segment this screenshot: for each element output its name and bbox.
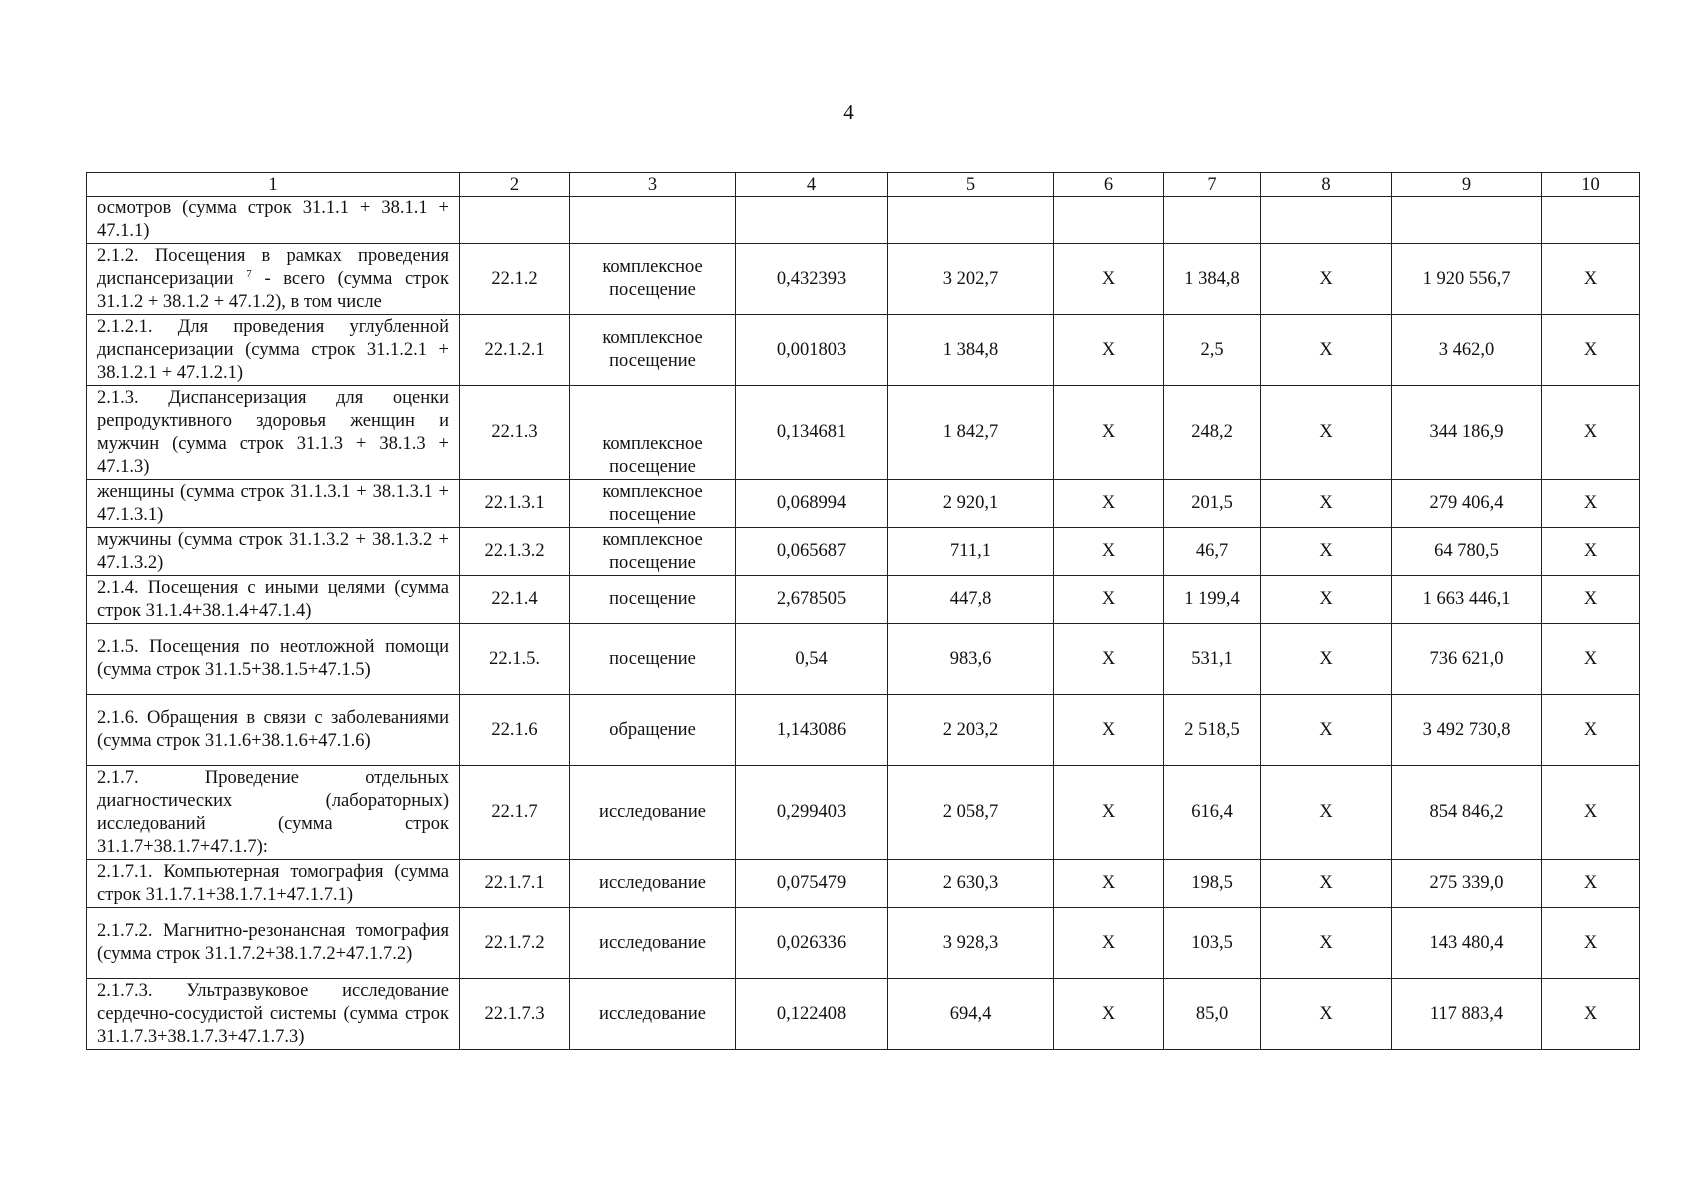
row-col7: 616,4 xyxy=(1164,766,1261,860)
row-col6: Х xyxy=(1054,386,1164,480)
row-col7: 46,7 xyxy=(1164,528,1261,576)
data-table xyxy=(86,172,1640,1050)
header-row xyxy=(87,173,1640,197)
table-row xyxy=(87,766,1640,860)
row-col8: Х xyxy=(1261,315,1392,386)
row-col7: 248,2 xyxy=(1164,386,1261,480)
table-row xyxy=(87,480,1640,528)
row-col9: 143 480,4 xyxy=(1392,908,1542,979)
row-col7: 2,5 xyxy=(1164,315,1261,386)
row-description: 2.1.6. Обращения в связи с заболеваниями (сумма строк 31.1.6+38.1.6+47.1.6) xyxy=(87,695,460,766)
row-col10: Х xyxy=(1542,576,1640,624)
row-description: 2.1.7.1. Компьютерная томография (сумма строк 31.1.7.1+38.1.7.1+47.1.7.1) xyxy=(87,860,460,908)
row-norm: 0,122408 xyxy=(736,979,888,1050)
row-col9: 279 406,4 xyxy=(1392,480,1542,528)
column-header: 6 xyxy=(1054,173,1164,197)
row-col10: Х xyxy=(1542,315,1640,386)
row-unit: посещение xyxy=(570,624,736,695)
table-row xyxy=(87,244,1640,315)
row-col7 xyxy=(1164,197,1261,244)
row-unit: исследование xyxy=(570,908,736,979)
row-norm: 0,299403 xyxy=(736,766,888,860)
row-col10: Х xyxy=(1542,695,1640,766)
row-unit xyxy=(570,197,736,244)
row-col9: 275 339,0 xyxy=(1392,860,1542,908)
row-cost: 2 058,7 xyxy=(888,766,1054,860)
row-col8: Х xyxy=(1261,576,1392,624)
row-code: 22.1.2 xyxy=(460,244,570,315)
footnote-marker: 7 xyxy=(246,267,252,280)
row-norm: 0,134681 xyxy=(736,386,888,480)
row-col8: Х xyxy=(1261,528,1392,576)
column-header: 8 xyxy=(1261,173,1392,197)
row-cost: 447,8 xyxy=(888,576,1054,624)
column-header: 9 xyxy=(1392,173,1542,197)
row-cost: 983,6 xyxy=(888,624,1054,695)
table-row xyxy=(87,197,1640,244)
row-unit: комплексное посещение xyxy=(570,480,736,528)
row-col10: Х xyxy=(1542,386,1640,480)
row-cost: 3 202,7 xyxy=(888,244,1054,315)
row-description-text: 2.1.2. Посещения в рамках проведения диспансеризации xyxy=(97,245,449,289)
table-row xyxy=(87,576,1640,624)
row-description: 2.1.4. Посещения с иными целями (сумма строк 31.1.4+38.1.4+47.1.4) xyxy=(87,576,460,624)
row-cost: 694,4 xyxy=(888,979,1054,1050)
row-code: 22.1.2.1 xyxy=(460,315,570,386)
column-header: 7 xyxy=(1164,173,1261,197)
table-row xyxy=(87,624,1640,695)
row-col9: 3 462,0 xyxy=(1392,315,1542,386)
row-col8 xyxy=(1261,197,1392,244)
row-col6: Х xyxy=(1054,244,1164,315)
table-row xyxy=(87,386,1640,480)
row-unit: комплексное посещение xyxy=(570,315,736,386)
row-col8: Х xyxy=(1261,244,1392,315)
row-description: 2.1.7.3. Ультразвуковое исследование сердечно-сосудистой системы (сумма строк 31.1.7.3+38.1.7.3+47.1.7.3) xyxy=(87,979,460,1050)
row-unit: посещение xyxy=(570,576,736,624)
row-norm: 0,432393 xyxy=(736,244,888,315)
row-col6: Х xyxy=(1054,624,1164,695)
row-cost xyxy=(888,197,1054,244)
row-col9: 1 920 556,7 xyxy=(1392,244,1542,315)
table-row xyxy=(87,908,1640,979)
row-description: 2.1.7. Проведение отдельных диагностических (лабораторных) исследований (сумма строк 31.1.7+38.1.7+47.1.7): xyxy=(87,766,460,860)
row-norm xyxy=(736,197,888,244)
column-header: 10 xyxy=(1542,173,1640,197)
row-col6: Х xyxy=(1054,695,1164,766)
row-col8: Х xyxy=(1261,979,1392,1050)
column-header: 5 xyxy=(888,173,1054,197)
row-norm: 0,068994 xyxy=(736,480,888,528)
row-col8: Х xyxy=(1261,624,1392,695)
row-col7: 198,5 xyxy=(1164,860,1261,908)
row-col10: Х xyxy=(1542,480,1640,528)
row-unit: комплексное посещение xyxy=(570,386,736,480)
row-code: 22.1.3.1 xyxy=(460,480,570,528)
row-col10: Х xyxy=(1542,979,1640,1050)
row-col7: 1 199,4 xyxy=(1164,576,1261,624)
row-col7: 85,0 xyxy=(1164,979,1261,1050)
column-header: 2 xyxy=(460,173,570,197)
row-col9: 344 186,9 xyxy=(1392,386,1542,480)
row-cost: 2 920,1 xyxy=(888,480,1054,528)
row-col7: 201,5 xyxy=(1164,480,1261,528)
row-norm: 0,065687 xyxy=(736,528,888,576)
row-col6: Х xyxy=(1054,860,1164,908)
row-col9: 854 846,2 xyxy=(1392,766,1542,860)
row-norm: 0,54 xyxy=(736,624,888,695)
table-row xyxy=(87,979,1640,1050)
row-cost: 3 928,3 xyxy=(888,908,1054,979)
row-col9: 64 780,5 xyxy=(1392,528,1542,576)
row-norm: 0,075479 xyxy=(736,860,888,908)
row-code: 22.1.3.2 xyxy=(460,528,570,576)
column-header: 3 xyxy=(570,173,736,197)
row-col8: Х xyxy=(1261,860,1392,908)
row-cost: 2 203,2 xyxy=(888,695,1054,766)
row-code: 22.1.7.3 xyxy=(460,979,570,1050)
row-norm: 0,026336 xyxy=(736,908,888,979)
row-col10: Х xyxy=(1542,528,1640,576)
row-description: осмотров (сумма строк 31.1.1 + 38.1.1 + 47.1.1) xyxy=(87,197,460,244)
row-code: 22.1.7 xyxy=(460,766,570,860)
row-description-text: - всего (сумма строк 31.1.2 + 38.1.2 + 47.1.2), в том числе xyxy=(97,268,449,312)
row-unit: обращение xyxy=(570,695,736,766)
row-description: 2.1.7.2. Магнитно-резонансная томография (сумма строк 31.1.7.2+38.1.7.2+47.1.7.2) xyxy=(87,908,460,979)
row-col10: Х xyxy=(1542,860,1640,908)
column-header: 1 xyxy=(87,173,460,197)
row-col8: Х xyxy=(1261,908,1392,979)
row-col9: 117 883,4 xyxy=(1392,979,1542,1050)
row-col7: 531,1 xyxy=(1164,624,1261,695)
row-col9 xyxy=(1392,197,1542,244)
row-col9: 1 663 446,1 xyxy=(1392,576,1542,624)
row-col10 xyxy=(1542,197,1640,244)
table-row xyxy=(87,315,1640,386)
row-unit: исследование xyxy=(570,979,736,1050)
row-col6: Х xyxy=(1054,528,1164,576)
row-norm: 0,001803 xyxy=(736,315,888,386)
row-col6: Х xyxy=(1054,908,1164,979)
row-cost: 1 842,7 xyxy=(888,386,1054,480)
row-cost: 711,1 xyxy=(888,528,1054,576)
row-col8: Х xyxy=(1261,766,1392,860)
row-code: 22.1.7.1 xyxy=(460,860,570,908)
row-col6: Х xyxy=(1054,576,1164,624)
row-code: 22.1.7.2 xyxy=(460,908,570,979)
row-code xyxy=(460,197,570,244)
row-description: 2.1.5. Посещения по неотложной помощи (сумма строк 31.1.5+38.1.5+47.1.5) xyxy=(87,624,460,695)
row-code: 22.1.5. xyxy=(460,624,570,695)
row-col9: 736 621,0 xyxy=(1392,624,1542,695)
row-description: 2.1.2.1. Для проведения углубленной диспансеризации (сумма строк 31.1.2.1 + 38.1.2.1 + 47.1.2.1) xyxy=(87,315,460,386)
row-col6: Х xyxy=(1054,315,1164,386)
row-cost: 1 384,8 xyxy=(888,315,1054,386)
table-row xyxy=(87,528,1640,576)
row-col7: 1 384,8 xyxy=(1164,244,1261,315)
row-col10: Х xyxy=(1542,624,1640,695)
row-col8: Х xyxy=(1261,480,1392,528)
row-col10: Х xyxy=(1542,766,1640,860)
row-norm: 2,678505 xyxy=(736,576,888,624)
row-col9: 3 492 730,8 xyxy=(1392,695,1542,766)
row-col7: 2 518,5 xyxy=(1164,695,1261,766)
row-col7: 103,5 xyxy=(1164,908,1261,979)
row-col6: Х xyxy=(1054,480,1164,528)
row-unit: исследование xyxy=(570,860,736,908)
row-code: 22.1.3 xyxy=(460,386,570,480)
table-row xyxy=(87,695,1640,766)
row-col8: Х xyxy=(1261,386,1392,480)
row-col10: Х xyxy=(1542,908,1640,979)
row-cost: 2 630,3 xyxy=(888,860,1054,908)
row-col8: Х xyxy=(1261,695,1392,766)
row-description: женщины (сумма строк 31.1.3.1 + 38.1.3.1 + 47.1.3.1) xyxy=(87,480,460,528)
row-code: 22.1.6 xyxy=(460,695,570,766)
row-description xyxy=(87,244,460,315)
row-col6: Х xyxy=(1054,979,1164,1050)
row-col10: Х xyxy=(1542,244,1640,315)
row-unit: комплексное посещение xyxy=(570,528,736,576)
row-col6: Х xyxy=(1054,766,1164,860)
column-header: 4 xyxy=(736,173,888,197)
row-norm: 1,143086 xyxy=(736,695,888,766)
row-unit: исследование xyxy=(570,766,736,860)
table-row xyxy=(87,860,1640,908)
row-col6 xyxy=(1054,197,1164,244)
row-description: мужчины (сумма строк 31.1.3.2 + 38.1.3.2 + 47.1.3.2) xyxy=(87,528,460,576)
row-description: 2.1.3. Диспансеризация для оценки репродуктивного здоровья женщин и мужчин (сумма строк 31.1.3 + 38.1.3 + 47.1.3) xyxy=(87,386,460,480)
page-number: 4 xyxy=(843,100,854,124)
row-unit: комплексное посещение xyxy=(570,244,736,315)
row-code: 22.1.4 xyxy=(460,576,570,624)
